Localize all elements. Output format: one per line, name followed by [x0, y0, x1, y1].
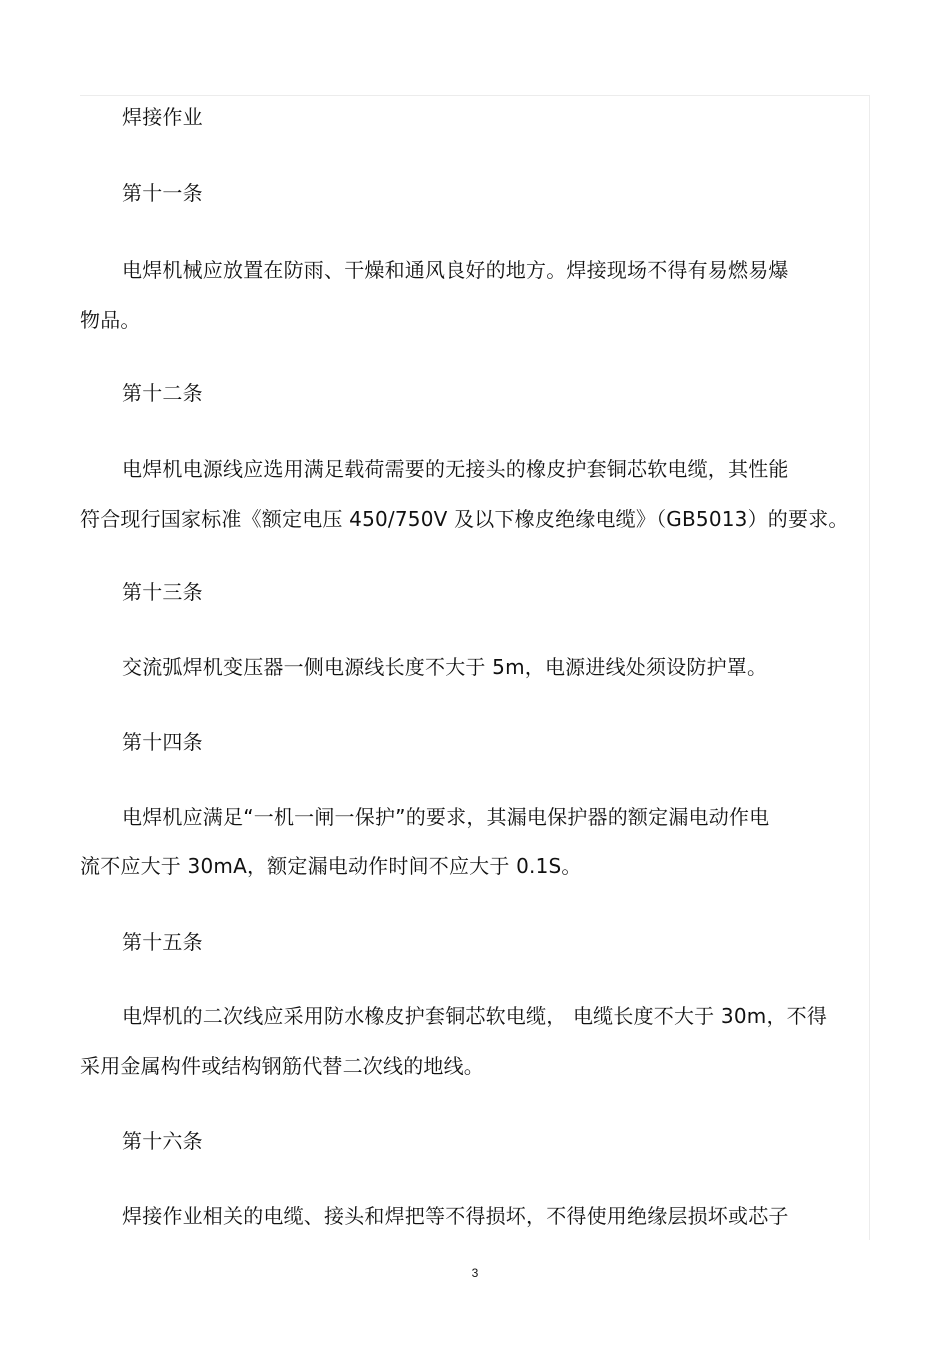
paragraph-line: 物品。 [80, 308, 141, 332]
paragraph-line: 电焊机电源线应选用满足载荷需要的无接头的橡皮护套铜芯软电缆，其性能 [122, 457, 789, 481]
paragraph-line: 交流弧焊机变压器一侧电源线长度不大于 5m，电源进线处须设防护罩。 [122, 655, 768, 679]
paragraph-line: 电焊机械应放置在防雨、干燥和通风良好的地方。焊接现场不得有易燃易爆 [122, 258, 789, 282]
paragraph-line: 流不应大于 30mA，额定漏电动作时间不应大于 0.1S。 [80, 854, 582, 878]
paragraph-line: 电焊机应满足“一机一闸一保护”的要求，其漏电保护器的额定漏电动作电 [122, 805, 770, 829]
paragraph-line: 电焊机的二次线应采用防水橡皮护套铜芯软电缆， 电缆长度不大于 30m，不得 [122, 1004, 828, 1028]
page-number: 3 [471, 1266, 479, 1280]
paragraph-line: 焊接作业相关的电缆、接头和焊把等不得损坏，不得使用绝缘层损坏或芯子 [122, 1204, 789, 1228]
page-top-rule [80, 95, 870, 96]
article-heading: 第十一条 [122, 181, 203, 205]
article-heading: 第十三条 [122, 580, 203, 604]
article-heading: 第十五条 [122, 930, 203, 954]
article-heading: 第十六条 [122, 1129, 203, 1153]
article-heading: 第十四条 [122, 730, 203, 754]
page-right-rule [869, 95, 870, 1240]
article-heading: 第十二条 [122, 381, 203, 405]
paragraph-line: 采用金属构件或结构钢筋代替二次线的地线。 [80, 1054, 484, 1078]
paragraph-line: 符合现行国家标准《额定电压 450/750V 及以下橡皮绝缘电缆》（GB5013）的要求。 [80, 507, 849, 531]
section-heading: 焊接作业 [122, 105, 203, 129]
